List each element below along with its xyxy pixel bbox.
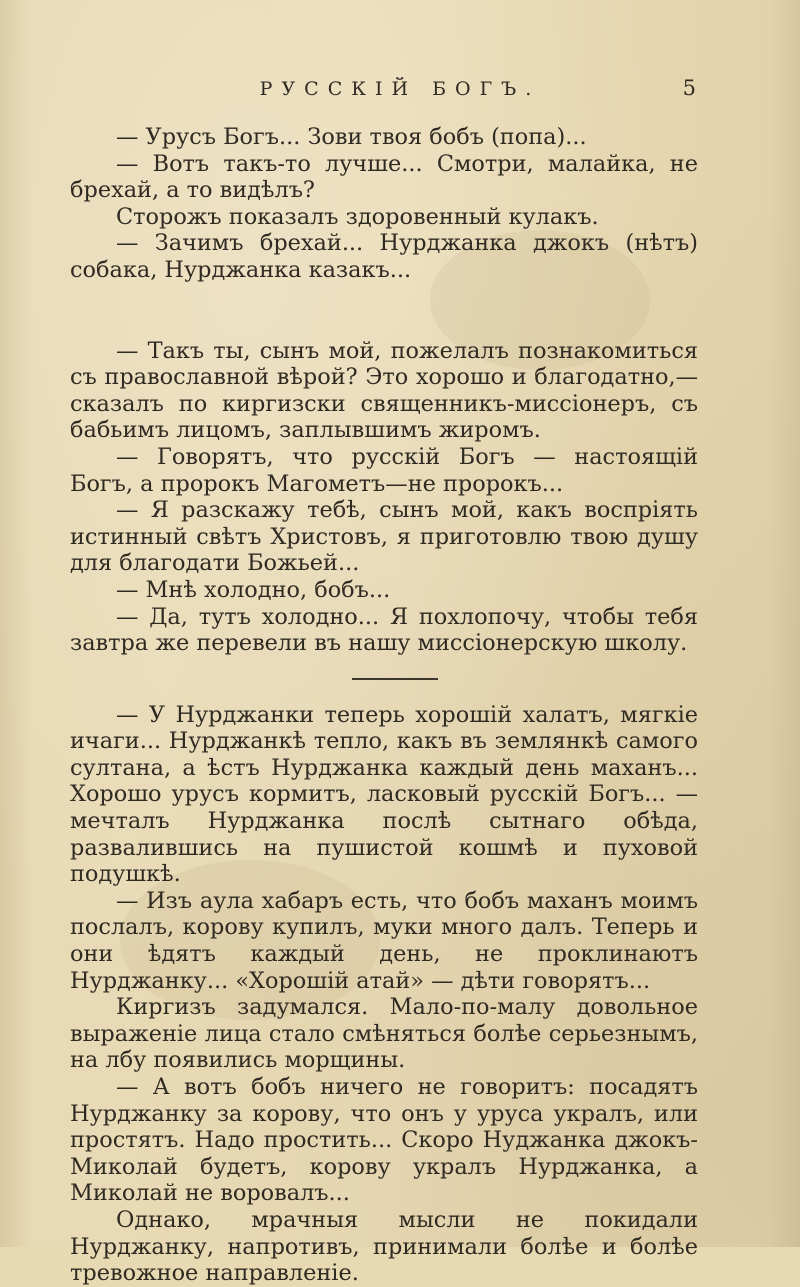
paragraph: Однако, мрачныя мысли не покидали Нурджанку, напротивъ, принимали болѣе и болѣе тревожное направленіе. — [70, 1206, 698, 1287]
running-title: РУССКІЙ БОГЪ. — [259, 78, 541, 100]
paragraph: — Вотъ такъ-то лучше... Смотри, малайка, не брехай, а то видѣлъ? — [70, 150, 698, 204]
section-break — [70, 284, 698, 338]
paragraph: — Такъ ты, сынъ мой, пожелалъ познакомиться съ православной вѣрой? Это хорошо и благодатно,—сказалъ по киргизски священникъ-миссіонеръ, съ бабьимъ лицомъ, заплывшимъ жиромъ. — [70, 337, 698, 444]
paragraph: — Урусъ Богъ... Зови твоя бобъ (попа)... — [116, 124, 587, 150]
page-number: 5 — [682, 76, 696, 100]
paragraph: — Я разскажу тебѣ, сынъ мой, какъ воспріять истинный свѣтъ Христовъ, я приготовлю твою душу для благодати Божьей... — [70, 497, 698, 577]
paragraph: — Говорятъ, что русскій Богъ — настоящій Богъ, а пророкъ Магометъ—не пророкъ... — [70, 443, 698, 497]
paragraph: — У Нурджанки теперь хорошій халатъ, мягкіе ичаги... Нурджанкѣ тепло, какъ въ землянкѣ самого султана, а ѣстъ Нурджанка каждый день маханъ... Хорошо урусъ кормитъ, ласковый русскій Богъ... — мечталъ Нурджанка послѣ сытнаго обѣда, развалившись на пушистой кошмѣ и пуховой подушкѣ. — [70, 701, 698, 888]
paragraph: Киргизъ задумался. Мало-по-малу довольное выраженіе лица стало смѣняться болѣе серьезнымъ, на лбу появились морщины. — [70, 994, 698, 1074]
paragraph: — А вотъ бобъ ничего не говоритъ: посадятъ Нурджанку за корову, что онъ у уруса укралъ, или простятъ. Надо простить... Скоро Нуджанка джокъ-Миколай будетъ, корову укралъ Нурджанка, а Миколай не воровалъ... — [70, 1074, 698, 1207]
section-divider — [352, 678, 438, 680]
paragraph: — Зачимъ брехай... Нурджанка джокъ (нѣтъ) собака, Нурджанка казакъ... — [70, 230, 698, 283]
paragraph: Сторожъ показалъ здоровенный кулакъ. — [116, 203, 599, 230]
page-body — [70, 124, 698, 1287]
page-header — [0, 74, 800, 104]
section-break — [70, 680, 698, 702]
section-break — [70, 657, 698, 678]
paragraph: — Мнѣ холодно, бобъ... — [116, 576, 391, 603]
paragraph: — Да, тутъ холодно... Я похлопочу, чтобы тебя завтра же перевели въ нашу миссіонерскую школу. — [70, 603, 698, 657]
paragraph: — Изъ аула хабаръ есть, что бобъ маханъ моимъ послалъ, корову купилъ, муки много далъ. Теперь и они ѣдятъ каждый день, не проклинаютъ Нурджанку... «Хорошій атай» — дѣти говорятъ... — [70, 887, 698, 994]
